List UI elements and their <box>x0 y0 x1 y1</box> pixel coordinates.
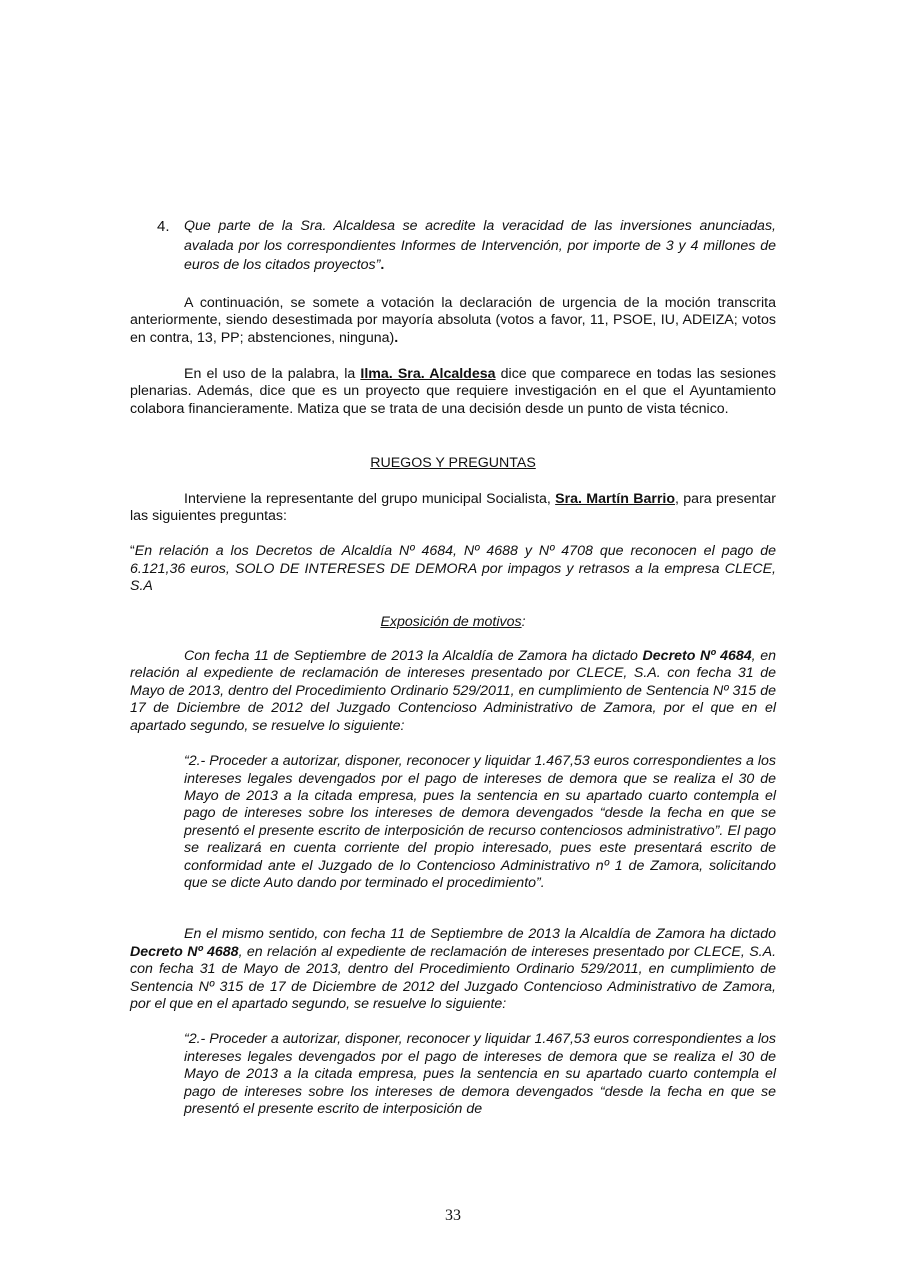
vote-paragraph-text: A continuación, se somete a votación la declaración de urgencia de la moción transcrita anteriormente, siendo desestimada por mayoría absoluta (votos a favor, 11, PSOE, IU, ADEIZA; votos en contra, 13, PP; abstenciones, ninguna) <box>130 294 776 346</box>
intervention-text-after: , para presentar las siguientes preguntas: <box>130 490 776 525</box>
exposicion-heading <box>130 614 776 631</box>
list-item-number: 4. <box>157 218 170 235</box>
decree-4684-quote: “2.- Proceder a autorizar, disponer, reconocer y liquidar 1.467,53 euros correspondientes a los intereses legales devengados por el pago de intereses de demora que se realiza el 30 de Mayo de 2013 a la citada empresa, pues la sentencia en su apartado cuarto contempla el pago de intereses sobre los intereses de demora devengados “desde la fecha en que se presentó el presente escrito de interposición de recurso contenciosos administrativo”. El pago se realizará en cuenta corriente del propio interesado, pues este presentará escrito de conformidad ante el Juzgado de lo Contencioso Administrativo nº 1 de Zamora, solicitando que se dicte Auto dando por terminado el procedimiento”. <box>184 753 776 891</box>
decree-4688-paragraph <box>130 926 776 1013</box>
question-intro <box>130 543 776 595</box>
decree-4688-name: Decreto Nº 4688 <box>130 943 239 960</box>
intervention-paragraph <box>130 491 776 526</box>
alcaldesa-name: Ilma. Sra. Alcaldesa <box>360 366 496 382</box>
decree-4684-paragraph <box>130 648 776 735</box>
decree-4684-name: Decreto Nº 4684 <box>642 648 752 665</box>
list-item-4 <box>130 217 776 276</box>
alcaldesa-paragraph <box>130 366 776 418</box>
decree-4688-quote: “2.- Proceder a autorizar, disponer, reconocer y liquidar 1.467,53 euros correspondientes a los intereses legales devengados por el pago de intereses de demora que se realiza el 30 de Mayo de 2013 a la citada empresa, pues la sentencia en su apartado cuarto contempla el pago de intereses sobre los intereses de demora devengados “desde la fecha en que se presentó el presente escrito de interposición de <box>184 1031 776 1117</box>
alcaldesa-text-after: dice que comparece en todas las sesiones plenarias. Además, dice que es un proyecto que requiere investigación en el que el Ayuntamiento colabora financieramente. Matiza que se trata de una decisión desde un punto de vista técnico. <box>130 366 776 417</box>
intervention-text-before: Interviene la representante del grupo municipal Socialista, <box>184 490 556 507</box>
document-body <box>130 215 776 1118</box>
decree-4688-after: , en relación al expediente de reclamación de intereses presentado por CLECE, S.A. con fecha 31 de Mayo de 2013, dentro del Procedimiento Ordinario 529/2011, en cumplimiento de Sentencia Nº 315 de 17 de Diciembre de 2012 del Juzgado Contencioso Administrativo de Zamora, por el que en el apartado segundo, se resuelve lo siguiente: <box>130 943 777 1012</box>
question-intro-text: En relación a los Decretos de Alcaldía Nº 4684, Nº 4688 y Nº 4708 que reconocen el pago de 6.121,36 euros, SOLO DE INTERESES DE DEMORA por impagos y retrasos a la empresa CLECE, S.A <box>130 543 776 595</box>
section-title: RUEGOS Y PREGUNTAS <box>370 455 536 472</box>
question-open-quote: “ <box>130 543 135 560</box>
list-item-text: Que parte de la Sra. Alcaldesa se acredite la veracidad de las inversiones anunciadas, avalada por los correspondientes Informes de Intervención, por importe de 3 y 4 millones de euros de los citados proyectos” <box>184 218 776 274</box>
alcaldesa-text-before: En el uso de la palabra, la <box>184 366 361 382</box>
decree-4688-before: En el mismo sentido, con fecha 11 de Septiembre de 2013 la Alcaldía de Zamora ha dictado <box>184 926 776 943</box>
decree-4684-before: Con fecha 11 de Septiembre de 2013 la Alcaldía de Zamora ha dictado <box>184 648 643 665</box>
list-item-end: . <box>380 257 385 274</box>
decree-4684-after: , en relación al expediente de reclamación de intereses presentado por CLECE, S.A. con fecha 31 de Mayo de 2013, dentro del Procedimiento Ordinario 529/2011, en cumplimiento de Sentencia Nº 315 de 17 de Diciembre de 2012 del Juzgado Contencioso Administrativo de Zamora, por el que en el apartado segundo, se resuelve lo siguiente: <box>130 648 776 734</box>
speaker-name: Sra. Martín Barrio <box>555 490 675 507</box>
vote-paragraph-end: . <box>394 329 399 346</box>
vote-paragraph <box>130 295 776 347</box>
exposicion-colon: : <box>521 613 526 630</box>
exposicion-title: Exposición de motivos <box>380 613 522 630</box>
page-number: 33 <box>445 1207 461 1224</box>
